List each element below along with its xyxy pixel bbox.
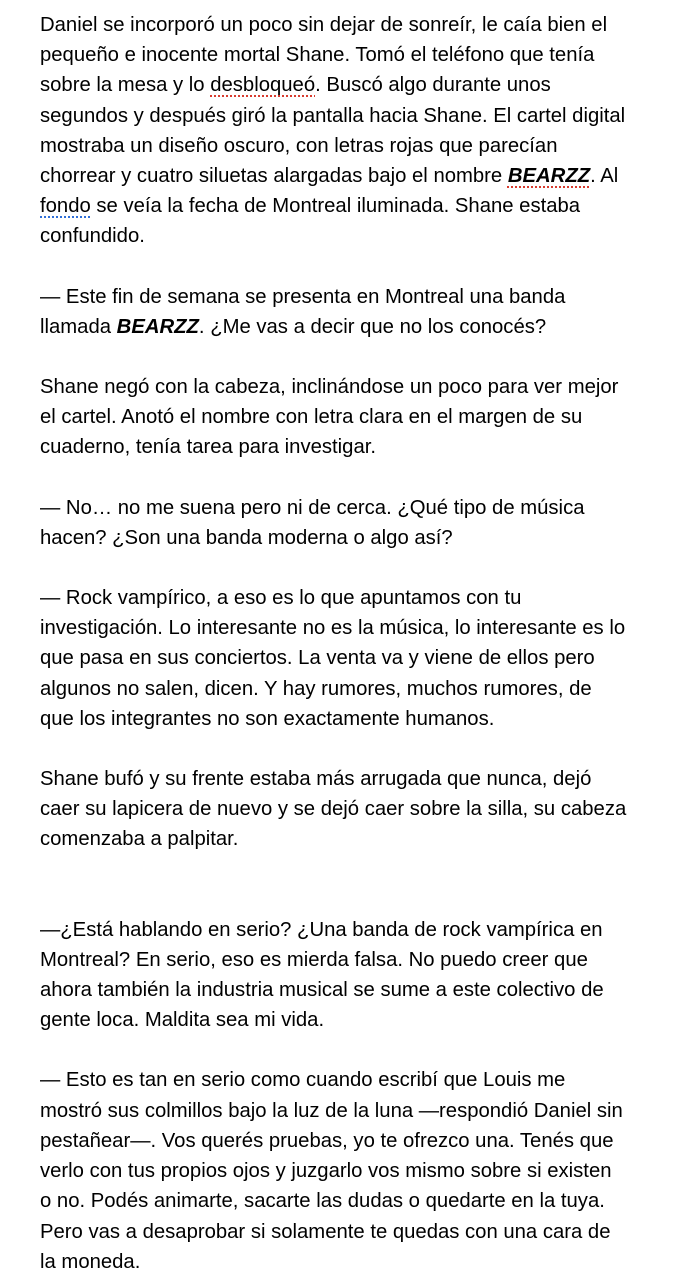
- paragraph-spacer: [40, 1035, 660, 1065]
- paragraph-1-text-a: Daniel se incorporó un poco sin dejar de sonreír, le caía bien el pequeño e inocente mortal Shane. Tomó el teléfono que tenía sobre la mesa y lo: [40, 14, 608, 97]
- paragraph-spacer: [40, 553, 660, 583]
- grammar-word-fondo[interactable]: fondo: [40, 195, 91, 218]
- band-name-bearzz[interactable]: BEARZZ: [507, 165, 591, 188]
- paragraph-2-text-a: — Este fin de semana se presenta en Montreal una banda llamada: [40, 285, 566, 338]
- paragraph-spacer-large: [40, 855, 660, 915]
- spellcheck-word-desbloqueo[interactable]: desbloqueó: [210, 74, 316, 97]
- paragraph-1-text-c: . Al: [590, 165, 619, 188]
- paragraph-spacer: [40, 252, 660, 282]
- document-body: [40, 10, 660, 1277]
- paragraph-1: [40, 10, 660, 252]
- paragraph-spacer: [40, 463, 660, 493]
- paragraph-1-text-b: . Buscó algo durante unos segundos y después giró la pantalla hacia Shane. El cartel digital mostraba un diseño oscuro, con letras rojas que parecían chorrear y cuatro siluetas alargadas bajo el nombre: [40, 74, 626, 188]
- paragraph-spacer: [40, 734, 660, 764]
- paragraph-4: — No… no me suena pero ni de cerca. ¿Qué tipo de música hacen? ¿Son una banda moderna o algo así?: [40, 496, 585, 549]
- paragraph-5: — Rock vampírico, a eso es lo que apuntamos con tu investigación. Lo interesante no es la música, lo interesante es lo que pasa en sus conciertos. La venta va y viene de ellos pero algunos no salen, dicen. Y hay rumores, muchos rumores, de que los integrantes no son exactamente humanos.: [40, 587, 626, 730]
- paragraph-2: [40, 282, 660, 342]
- paragraph-3: Shane negó con la cabeza, inclinándose un poco para ver mejor el cartel. Anotó el nombre con letra clara en el margen de su cuaderno, tenía tarea para investigar.: [40, 376, 619, 459]
- paragraph-2-text-b: . ¿Me vas a decir que no los conocés?: [198, 315, 547, 338]
- paragraph-spacer: [40, 342, 660, 372]
- paragraph-8: — Esto es tan en serio como cuando escribí que Louis me mostró sus colmillos bajo la luz de la luna —respondió Daniel sin pestañear—. Vos querés pruebas, yo te ofrezco una. Tenés que verlo con tus propios ojos y juzgarlo vos mismo sobre si existen o no. Podés animarte, sacarte las dudas o quedarte en la tuya. Pero vas a desaprobar si solamente te quedas con una cara de la moneda.: [40, 1069, 623, 1273]
- band-name-bearzz-2: BEARZZ: [116, 315, 199, 338]
- paragraph-1-text-d: se veía la fecha de Montreal iluminada. Shane estaba confundido.: [40, 195, 581, 248]
- paragraph-7: —¿Está hablando en serio? ¿Una banda de rock vampírica en Montreal? En serio, eso es mierda falsa. No puedo creer que ahora también la industria musical se sume a este colectivo de gente loca. Maldita sea mi vida.: [40, 918, 604, 1032]
- paragraph-6: Shane bufó y su frente estaba más arrugada que nunca, dejó caer su lapicera de nuevo y se dejó caer sobre la silla, su cabeza comenzaba a palpitar.: [40, 768, 627, 851]
